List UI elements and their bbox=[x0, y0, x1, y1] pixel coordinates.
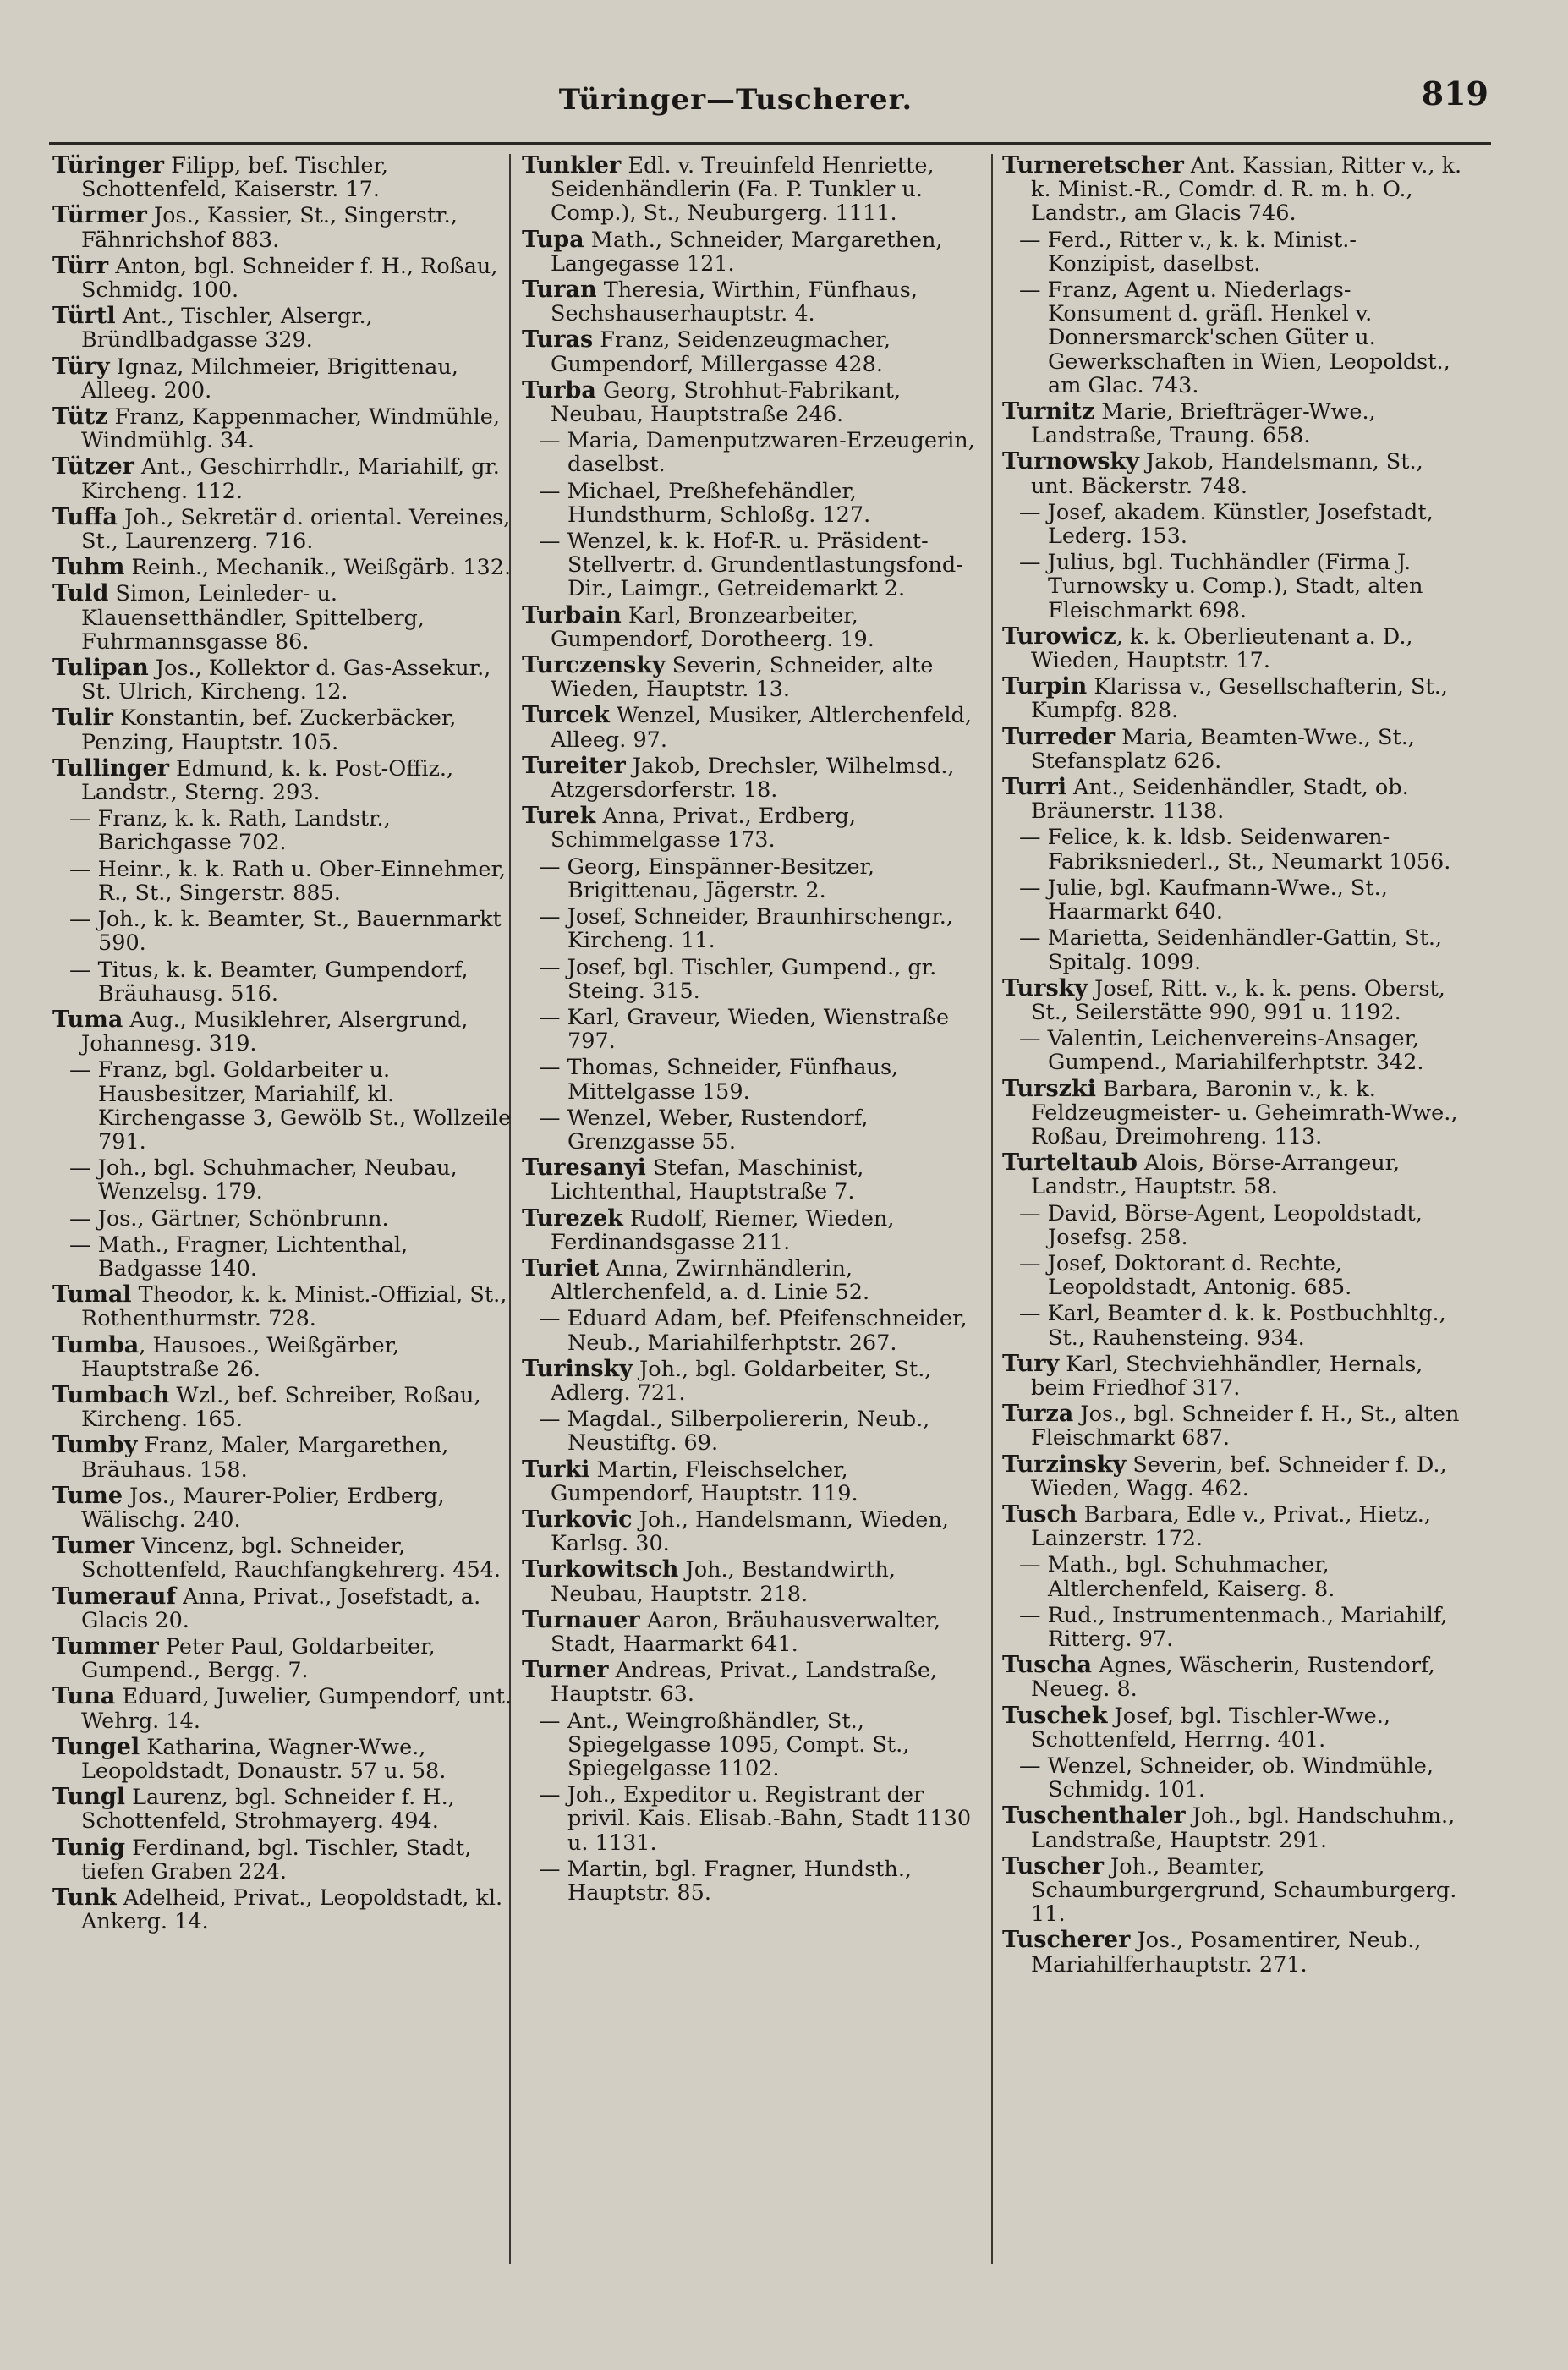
entry-surname: Turnitz bbox=[1002, 398, 1095, 425]
entry-details: — Math., Fragner, Lichtenthal, Badgasse 140. bbox=[69, 1232, 408, 1281]
entry-surname: Tuschek bbox=[1002, 1702, 1108, 1729]
entry-details: Konstantin, bef. Zuckerbäcker, Penzing, Hauptstr. 105. bbox=[81, 705, 457, 755]
entry-details: Wenzel, Musiker, Altlerchenfeld, Alleeg. 97. bbox=[551, 703, 972, 753]
directory-entry bbox=[522, 1407, 984, 1455]
entry-details: — Heinr., k. k. Rath u. Ober-Einnehmer, R., St., Singerstr. 885. bbox=[69, 856, 506, 906]
entry-details: Anna, Zwirnhändlerin, Altlerchenfeld, a. d. Linie 52. bbox=[551, 1255, 870, 1306]
directory-entry bbox=[1002, 1754, 1464, 1802]
directory-entry bbox=[52, 1733, 514, 1784]
entry-surname: Tulir bbox=[52, 705, 113, 732]
directory-entry bbox=[52, 204, 514, 251]
directory-entry bbox=[52, 1008, 514, 1056]
directory-entry bbox=[522, 905, 984, 952]
entry-surname: Turkovic bbox=[522, 1506, 633, 1533]
directory-entry bbox=[522, 1606, 984, 1657]
entry-details: Edmund, k. k. Post-Offiz., Landstr., Sterng. 293. bbox=[81, 755, 454, 806]
entry-surname: Türtl bbox=[52, 303, 116, 330]
directory-entry bbox=[522, 956, 984, 1003]
directory-entry bbox=[1002, 1928, 1464, 1976]
entry-surname: Tuscherer bbox=[1002, 1927, 1131, 1954]
entry-surname: Tumerauf bbox=[52, 1583, 176, 1610]
entry-surname: Turteltaub bbox=[1002, 1149, 1138, 1177]
directory-entry bbox=[1002, 1352, 1464, 1400]
entry-details: — Josef, bgl. Tischler, Gumpend., gr. Steing. 315. bbox=[539, 954, 937, 1004]
entry-surname: Türinger bbox=[52, 152, 165, 178]
entry-surname: Turnowsky bbox=[1002, 448, 1139, 475]
directory-entry bbox=[52, 355, 514, 403]
entry-surname: Tuschenthaler bbox=[1002, 1802, 1186, 1830]
entry-details: — Julius, bgl. Tuchhändler (Firma J. Turnowsky u. Comp.), Stadt, alten Fleischmarkt 698. bbox=[1019, 550, 1423, 623]
directory-entry bbox=[52, 1685, 514, 1732]
directory-entry bbox=[1002, 1804, 1464, 1852]
entry-details: Andreas, Privat., Landstraße, Hauptstr. 63. bbox=[551, 1658, 938, 1708]
entry-surname: Tütz bbox=[52, 403, 108, 431]
directory-entry bbox=[522, 529, 984, 601]
entry-details: — Josef, akadem. Künstler, Josefstadt, Lederg. 153. bbox=[1019, 499, 1434, 550]
directory-entry bbox=[52, 1786, 514, 1833]
entry-surname: Turnauer bbox=[522, 1606, 640, 1633]
entry-surname: Turan bbox=[522, 277, 597, 304]
directory-entry bbox=[52, 582, 514, 654]
directory-entry bbox=[522, 1006, 984, 1053]
entry-surname: Tunk bbox=[52, 1884, 117, 1912]
directory-entry bbox=[52, 1207, 514, 1231]
entry-surname: Tuscher bbox=[1002, 1852, 1104, 1879]
directory-entry bbox=[52, 1886, 514, 1934]
entry-details: Martin, Fleischselcher, Gumpendorf, Hauptstr. 119. bbox=[551, 1457, 858, 1506]
entry-surname: Tulipan bbox=[52, 655, 149, 682]
directory-entry bbox=[52, 1484, 514, 1532]
entry-details: Reinh., Mechanik., Weißgärb. 132. bbox=[124, 555, 512, 581]
entry-details: Theresia, Wirthin, Fünfhaus, Sechshauserhauptstr. 4. bbox=[551, 277, 918, 327]
entry-details: — Ant., Weingroßhändler, St., Spiegelgasse 1095, Compt. St., Spiegelgasse 1102. bbox=[539, 1708, 910, 1781]
entry-surname: Türmer bbox=[52, 202, 147, 229]
entry-details: Agnes, Wäscherin, Rustendorf, Neueg. 8. bbox=[1031, 1653, 1435, 1703]
entry-details: — Math., bgl. Schuhmacher, Altlerchenfeld, Kaiserg. 8. bbox=[1019, 1552, 1335, 1602]
directory-entry bbox=[52, 556, 514, 579]
directory-entry bbox=[1002, 776, 1464, 823]
directory-entry bbox=[522, 804, 984, 852]
entry-details: — Ferd., Ritter v., k. k. Minist.-Konzipist, daselbst. bbox=[1019, 227, 1357, 277]
entry-details: Josef, Ritt. v., k. k. pens. Oberst, St., Seilerstätte 990, 991 u. 1192. bbox=[1031, 975, 1445, 1025]
directory-entry bbox=[52, 706, 514, 754]
entry-details: — Eduard Adam, bef. Pfeifenschneider, Neub., Mariahilferhptstr. 267. bbox=[539, 1306, 968, 1356]
entry-surname: Tureiter bbox=[522, 752, 626, 779]
directory-entry bbox=[522, 1709, 984, 1781]
directory-entry bbox=[52, 1632, 514, 1684]
directory-entry bbox=[1002, 675, 1464, 722]
directory-entry bbox=[1002, 876, 1464, 924]
directory-entry bbox=[522, 654, 984, 701]
entry-surname: Tumby bbox=[52, 1432, 138, 1459]
directory-entry bbox=[1002, 1252, 1464, 1299]
entry-surname: Turesanyi bbox=[522, 1155, 646, 1182]
entry-surname: Tuna bbox=[52, 1683, 116, 1710]
directory-entry bbox=[52, 1058, 514, 1154]
entry-details: Adelheid, Privat., Leopoldstadt, kl. Ankerg. 14. bbox=[81, 1885, 503, 1935]
directory-entry bbox=[1002, 1500, 1464, 1552]
entry-details: — Maria, Damenputzwaren-Erzeugerin, daselbst. bbox=[539, 428, 975, 478]
entry-surname: Turcek bbox=[522, 702, 610, 729]
entry-surname: Turzinsky bbox=[1002, 1451, 1127, 1478]
entry-details: Marie, Briefträger-Wwe., Landstraße, Traung. 658. bbox=[1031, 399, 1376, 449]
directory-entry bbox=[522, 754, 984, 802]
directory-entry bbox=[522, 480, 984, 527]
directory-entry bbox=[52, 1534, 514, 1582]
entry-details: Rudolf, Riemer, Wieden, Ferdinandsgasse 211. bbox=[551, 1205, 895, 1255]
entry-surname: Tusch bbox=[1002, 1500, 1077, 1528]
directory-entry bbox=[522, 376, 984, 428]
directory-entry bbox=[522, 1056, 984, 1103]
entry-details: Theodor, k. k. Minist.-Offizial, St., Rothenthurmstr. 728. bbox=[81, 1282, 507, 1332]
entry-details: Joh., Sekretär d. oriental. Vereines, St., Laurenzerg. 716. bbox=[81, 504, 511, 555]
directory-entry bbox=[52, 1381, 514, 1433]
entry-details: Filipp, bef. Tischler, Schottenfeld, Kaiserstr. 17. bbox=[81, 153, 389, 203]
entry-details: — Julie, bgl. Kaufmann-Wwe., St., Haarmarkt 640. bbox=[1019, 875, 1388, 925]
directory-entry bbox=[52, 858, 514, 905]
entry-details: — Franz, k. k. Rath, Landstr., Barichgasse 702. bbox=[69, 806, 391, 856]
entry-details: — Jos., Gärtner, Schönbrunn. bbox=[69, 1205, 389, 1232]
directory-entry bbox=[1002, 1553, 1464, 1600]
directory-entry bbox=[522, 1307, 984, 1354]
entry-details: — Joh., k. k. Beamter, St., Bauernmarkt 590. bbox=[69, 907, 502, 957]
entry-details: Stefan, Maschinist, Lichtenthal, Hauptstraße 7. bbox=[551, 1155, 864, 1205]
entry-surname: Tuma bbox=[52, 1006, 123, 1033]
entry-details: Ferdinand, bgl. Tischler, Stadt, tiefen Graben 224. bbox=[81, 1835, 472, 1884]
entry-details: Severin, bef. Schneider f. D., Wieden, Wagg. 462. bbox=[1031, 1451, 1447, 1501]
directory-entry bbox=[52, 754, 514, 806]
entry-details: Joh., bgl. Handschuhm., Landstraße, Hauptstr. 291. bbox=[1031, 1803, 1456, 1853]
entry-details: Alois, Börse-Arrangeur, Landstr., Hauptstr. 58. bbox=[1031, 1150, 1401, 1200]
entry-details: Math., Schneider, Margarethen, Langegasse 121. bbox=[551, 227, 943, 277]
entry-details: Jos., Kollektor d. Gas-Assekur., St. Ulrich, Kircheng. 12. bbox=[81, 656, 491, 705]
directory-entry bbox=[52, 1331, 514, 1382]
entry-surname: Tuscha bbox=[1002, 1652, 1093, 1679]
directory-entry bbox=[1002, 1302, 1464, 1349]
entry-surname: Tumer bbox=[52, 1533, 135, 1560]
entry-details: Anna, Privat., Josefstadt, a. Glacis 20. bbox=[81, 1583, 481, 1633]
directory-entry bbox=[52, 304, 514, 352]
directory-entry bbox=[1002, 1402, 1464, 1450]
directory-entry bbox=[1002, 1027, 1464, 1074]
directory-entry bbox=[522, 1659, 984, 1706]
entry-surname: Turba bbox=[522, 376, 596, 403]
column-divider bbox=[991, 154, 993, 2264]
entry-details: Aaron, Bräuhausverwalter, Stadt, Haarmarkt 641. bbox=[551, 1607, 940, 1657]
entry-details: Jos., Posamentirer, Neub., Mariahilferhauptstr. 271. bbox=[1031, 1928, 1422, 1978]
directory-entry bbox=[1002, 1604, 1464, 1651]
directory-entry bbox=[52, 154, 514, 201]
entry-surname: Turszki bbox=[1002, 1075, 1096, 1102]
entry-details: — Martin, bgl. Fragner, Hundsth., Hauptstr. 85. bbox=[539, 1856, 913, 1906]
entry-details: Joh., Handelsmann, Wieden, Karlsg. 30. bbox=[551, 1506, 949, 1557]
entry-details: — Marietta, Seidenhändler-Gattin, St., Spitalg. 1099. bbox=[1019, 925, 1443, 975]
entry-details: — Felice, k. k. ldsb. Seidenwaren-Fabriksniederl., St., Neumarkt 1056. bbox=[1019, 825, 1451, 875]
directory-entry bbox=[1002, 1453, 1464, 1500]
directory-entry bbox=[52, 1836, 514, 1884]
directory-entry bbox=[522, 328, 984, 376]
entry-details: Karl, Stechviehhändler, Hernals, beim Friedhof 317. bbox=[1031, 1351, 1423, 1401]
entry-details: — Rud., Instrumentenmach., Mariahilf, Ritterg. 97. bbox=[1019, 1602, 1448, 1652]
directory-entry bbox=[52, 908, 514, 955]
directory-entry bbox=[522, 1783, 984, 1855]
entry-details: Barbara, Baronin v., k. k. Feldzeugmeister- u. Geheimrath-Wwe., Roßau, Dreimohreng. 113. bbox=[1031, 1076, 1458, 1149]
entry-surname: Tuld bbox=[52, 580, 109, 607]
entry-surname: Tumbach bbox=[52, 1381, 170, 1408]
directory-entry bbox=[52, 252, 514, 304]
directory-entry bbox=[1002, 625, 1464, 672]
directory-entry bbox=[52, 807, 514, 854]
entry-details: Jakob, Drechsler, Wilhelmsd., Atzgersdorferstr. 18. bbox=[551, 753, 955, 804]
entry-details: Karl, Bronzearbeiter, Gumpendorf, Dorotheerg. 19. bbox=[551, 602, 874, 652]
entry-surname: Turczensky bbox=[522, 652, 666, 679]
directory-entry bbox=[1002, 450, 1464, 497]
directory-entry bbox=[1002, 926, 1464, 974]
entry-details: — Thomas, Schneider, Fünfhaus, Mittelgasse 159. bbox=[539, 1055, 899, 1105]
entry-surname: Turas bbox=[522, 326, 594, 354]
directory-entry bbox=[522, 855, 984, 902]
directory-entry bbox=[1002, 1704, 1464, 1752]
entry-details: — Magdal., Silberpoliererin, Neub., Neustiftg. 69. bbox=[539, 1407, 930, 1457]
entry-details: Barbara, Edle v., Privat., Hietz., Lainzerstr. 172. bbox=[1031, 1501, 1431, 1552]
entry-details: — Wenzel, Weber, Rustendorf, Grenzgasse 55. bbox=[539, 1105, 869, 1155]
directory-entry bbox=[52, 405, 514, 453]
directory-entry bbox=[52, 1156, 514, 1204]
entry-surname: Turiet bbox=[522, 1254, 600, 1281]
directory-entry bbox=[52, 1434, 514, 1481]
header-rule bbox=[49, 142, 1491, 145]
entry-details: Ant., Geschirrhdlr., Mariahilf, gr. Kircheng. 112. bbox=[81, 454, 500, 504]
directory-entry bbox=[1002, 723, 1464, 774]
entry-surname: Tupa bbox=[522, 226, 584, 253]
directory-entry bbox=[522, 1558, 984, 1605]
entry-details: — Wenzel, Schneider, ob. Windmühle, Schmidg. 101. bbox=[1019, 1753, 1434, 1803]
entry-details: — Josef, Schneider, Braunhirschengr., Kircheng. 11. bbox=[539, 904, 953, 954]
entry-details: Josef, bgl. Tischler-Wwe., Schottenfeld, Herrng. 401. bbox=[1031, 1703, 1390, 1753]
entry-details: Jos., Maurer-Polier, Erdberg, Wälischg. 240. bbox=[81, 1483, 445, 1533]
entry-surname: Tuffa bbox=[52, 503, 118, 530]
directory-entry bbox=[522, 1508, 984, 1555]
entry-details: Ignaz, Milchmeier, Brigittenau, Alleeg. 200. bbox=[81, 354, 458, 403]
entry-details: — David, Börse-Agent, Leopoldstadt, Josefsg. 258. bbox=[1019, 1200, 1423, 1250]
directory-entry bbox=[522, 704, 984, 751]
entry-details: Jakob, Handelsmann, St., unt. Bäckerstr. 748. bbox=[1031, 449, 1423, 499]
entry-surname: Tumal bbox=[52, 1281, 132, 1308]
entry-details: Aug., Musiklehrer, Alsergrund, Johannesg. 319. bbox=[81, 1007, 469, 1057]
directory-entry bbox=[52, 503, 514, 555]
entry-surname: Turowicz bbox=[1002, 623, 1116, 650]
entry-details: Joh., Beamter, Schaumburgergrund, Schaumburgerg. 11. bbox=[1031, 1853, 1457, 1928]
entry-details: Ant., Seidenhändler, Stadt, ob. Bräunerstr. 1138. bbox=[1031, 775, 1409, 825]
directory-entry bbox=[522, 228, 984, 276]
entry-details: Ant. Kassian, Ritter v., k. k. Minist.-R., Comdr. d. R. m. h. O., Landstr., am Glacis 746. bbox=[1031, 153, 1462, 227]
directory-entry bbox=[522, 601, 984, 652]
entry-details: — Michael, Preßhefehändler, Hundsthurm, Schloßg. 127. bbox=[539, 478, 871, 528]
entry-surname: Turreder bbox=[1002, 723, 1116, 750]
directory-entry bbox=[1002, 1852, 1464, 1928]
directory-entry bbox=[1002, 228, 1464, 276]
entry-surname: Turek bbox=[522, 803, 596, 830]
entry-surname: Tury bbox=[1002, 1350, 1060, 1377]
directory-entry bbox=[522, 154, 984, 226]
entry-surname: Turbain bbox=[522, 601, 622, 628]
entry-surname: Tummer bbox=[52, 1632, 159, 1660]
entry-surname: Tuhm bbox=[52, 554, 125, 581]
entry-details: Franz, Seidenzeugmacher, Gumpendorf, Millergasse 428. bbox=[551, 327, 891, 377]
entry-details: Georg, Strohhut-Fabrikant, Neubau, Hauptstraße 246. bbox=[551, 377, 902, 428]
page-title: Türinger—Tuscherer. bbox=[558, 83, 913, 117]
entry-details: — Franz, Agent u. Niederlags-Konsument d. gräfl. Henkel v. Donnersmarck'schen Güter u. Gewerkschaften in Wien, Leopoldst., am Glac. 743. bbox=[1019, 277, 1450, 398]
entry-surname: Turkowitsch bbox=[522, 1556, 679, 1583]
entry-surname: Türy bbox=[52, 353, 110, 380]
directory-entry bbox=[52, 1233, 514, 1281]
entry-details: — Valentin, Leichenvereins-Ansager, Gumpend., Mariahilferhptstr. 342. bbox=[1019, 1026, 1424, 1076]
directory-entry bbox=[522, 1254, 984, 1306]
directory-entry bbox=[522, 1106, 984, 1154]
directory-column-2 bbox=[522, 154, 984, 1907]
entry-details: Klarissa v., Gesellschafterin, St., Kumpfg. 828. bbox=[1031, 674, 1448, 724]
directory-entry bbox=[1002, 974, 1464, 1025]
directory-entry bbox=[522, 278, 984, 326]
entry-details: Katharina, Wagner-Wwe., Leopoldstadt, Donaustr. 57 u. 58. bbox=[81, 1734, 447, 1784]
entry-details: Maria, Beamten-Wwe., St., Stefansplatz 626. bbox=[1031, 724, 1415, 774]
entry-surname: Tützer bbox=[52, 453, 134, 480]
directory-entry bbox=[1002, 278, 1464, 398]
directory-entry bbox=[52, 656, 514, 704]
entry-details: — Wenzel, k. k. Hof-R. u. Präsident-Stellvertr. d. Grundentlastungsfond-Dir., Laimgr., Getreidemarkt 2. bbox=[539, 529, 963, 602]
directory-entry bbox=[522, 429, 984, 476]
entry-details: , k. k. Oberlieutenant a. D., Wieden, Hauptstr. 17. bbox=[1031, 623, 1413, 674]
entry-surname: Tursky bbox=[1002, 974, 1088, 1001]
directory-entry bbox=[52, 958, 514, 1006]
entry-surname: Tullinger bbox=[52, 754, 169, 782]
directory-entry bbox=[1002, 400, 1464, 447]
directory-entry bbox=[522, 1204, 984, 1255]
entry-details: Peter Paul, Goldarbeiter, Gumpend., Bergg. 7. bbox=[81, 1633, 436, 1684]
directory-entry bbox=[1002, 154, 1464, 226]
entry-surname: Turner bbox=[522, 1657, 609, 1684]
entry-details: — Karl, Graveur, Wieden, Wienstraße 797. bbox=[539, 1004, 950, 1055]
entry-details: Anton, bgl. Schneider f. H., Roßau, Schmidg. 100. bbox=[81, 253, 498, 304]
entry-details: Joh., Bestandwirth, Neubau, Hauptstr. 218. bbox=[551, 1557, 896, 1607]
directory-entry bbox=[52, 1283, 514, 1330]
entry-details: Edl. v. Treuinfeld Henriette, Seidenhändlerin (Fa. P. Tunkler u. Comp.), St., Neuburgerg. 1111. bbox=[551, 153, 935, 227]
entry-surname: Tume bbox=[52, 1482, 123, 1509]
directory-entry bbox=[52, 455, 514, 502]
directory-entry bbox=[1002, 1654, 1464, 1701]
entry-details: — Franz, bgl. Goldarbeiter u. Hausbesitzer, Mariahilf, kl. Kirchengasse 3, Gewölb St., Wollzeile 791. bbox=[69, 1057, 512, 1155]
directory-entry bbox=[52, 1585, 514, 1632]
entry-details: Simon, Leinleder- u. Klauensetthändler, Spittelberg, Fuhrmannsgasse 86. bbox=[81, 581, 425, 655]
entry-details: Franz, Maler, Margarethen, Bräuhaus. 158. bbox=[81, 1433, 449, 1483]
entry-surname: Tungl bbox=[52, 1784, 126, 1811]
directory-entry bbox=[1002, 501, 1464, 548]
entry-surname: Türr bbox=[52, 252, 109, 279]
entry-details: Jos., bgl. Schneider f. H., St., alten Fleischmarkt 687. bbox=[1031, 1402, 1460, 1451]
entry-details: Laurenz, bgl. Schneider f. H., Schottenfeld, Strohmayerg. 494. bbox=[81, 1785, 455, 1835]
entry-details: , Hausoes., Weißgärber, Hauptstraße 26. bbox=[81, 1332, 400, 1382]
entry-details: — Karl, Beamter d. k. k. Postbuchhltg., St., Rauhensteing. 934. bbox=[1019, 1301, 1446, 1351]
entry-surname: Tunkler bbox=[522, 152, 622, 178]
directory-entry bbox=[1002, 1202, 1464, 1249]
entry-surname: Turki bbox=[522, 1456, 590, 1483]
entry-surname: Turneretscher bbox=[1002, 152, 1184, 178]
entry-surname: Turza bbox=[1002, 1401, 1074, 1428]
directory-entry bbox=[1002, 826, 1464, 873]
entry-details: — Joh., bgl. Schuhmacher, Neubau, Wenzelsg. 179. bbox=[69, 1155, 458, 1205]
entry-details: Severin, Schneider, alte Wieden, Hauptstr. 13. bbox=[551, 653, 934, 703]
entry-details: Jos., Kassier, St., Singerstr., Fähnrichshof 883. bbox=[81, 203, 458, 253]
directory-column-3 bbox=[1002, 154, 1464, 1979]
directory-entry bbox=[522, 1355, 984, 1406]
directory-entry bbox=[522, 1156, 984, 1204]
entry-surname: Turpin bbox=[1002, 673, 1088, 700]
page-number: 819 bbox=[1421, 74, 1489, 112]
entry-details: Franz, Kappenmacher, Windmühle, Windmühlg. 34. bbox=[81, 404, 500, 454]
directory-entry bbox=[522, 1458, 984, 1506]
entry-surname: Tumba bbox=[52, 1331, 140, 1358]
entry-surname: Tungel bbox=[52, 1733, 140, 1760]
entry-details: Joh., bgl. Goldarbeiter, St., Adlerg. 721. bbox=[551, 1356, 932, 1406]
entry-surname: Turezek bbox=[522, 1204, 623, 1232]
entry-details: — Joh., Expeditor u. Registrant der privil. Kais. Elisab.-Bahn, Stadt 1130 u. 1131. bbox=[539, 1782, 972, 1856]
directory-entry bbox=[1002, 1151, 1464, 1199]
entry-surname: Turinsky bbox=[522, 1355, 633, 1382]
entry-details: Anna, Privat., Erdberg, Schimmelgasse 173. bbox=[551, 804, 856, 853]
entry-details: Vincenz, bgl. Schneider, Schottenfeld, Rauchfangkehrerg. 454. bbox=[81, 1533, 502, 1583]
directory-entry bbox=[1002, 551, 1464, 623]
entry-surname: Tunig bbox=[52, 1834, 126, 1861]
directory-entry bbox=[522, 1857, 984, 1905]
directory-column-1 bbox=[52, 154, 514, 1936]
entry-details: Eduard, Juwelier, Gumpendorf, unt. Wehrg. 14. bbox=[81, 1684, 512, 1734]
entry-details: Wzl., bef. Schreiber, Roßau, Kircheng. 165. bbox=[81, 1382, 481, 1433]
entry-details: — Georg, Einspänner-Besitzer, Brigittenau, Jägerstr. 2. bbox=[539, 853, 875, 903]
entry-details: — Titus, k. k. Beamter, Gumpendorf, Bräuhausg. 516. bbox=[69, 957, 469, 1007]
entry-details: — Josef, Doktorant d. Rechte, Leopoldstadt, Antonig. 685. bbox=[1019, 1250, 1352, 1301]
directory-entry bbox=[1002, 1075, 1464, 1149]
entry-details: Ant., Tischler, Alsergr., Bründlbadgasse 329. bbox=[81, 304, 373, 354]
entry-surname: Turri bbox=[1002, 774, 1066, 801]
